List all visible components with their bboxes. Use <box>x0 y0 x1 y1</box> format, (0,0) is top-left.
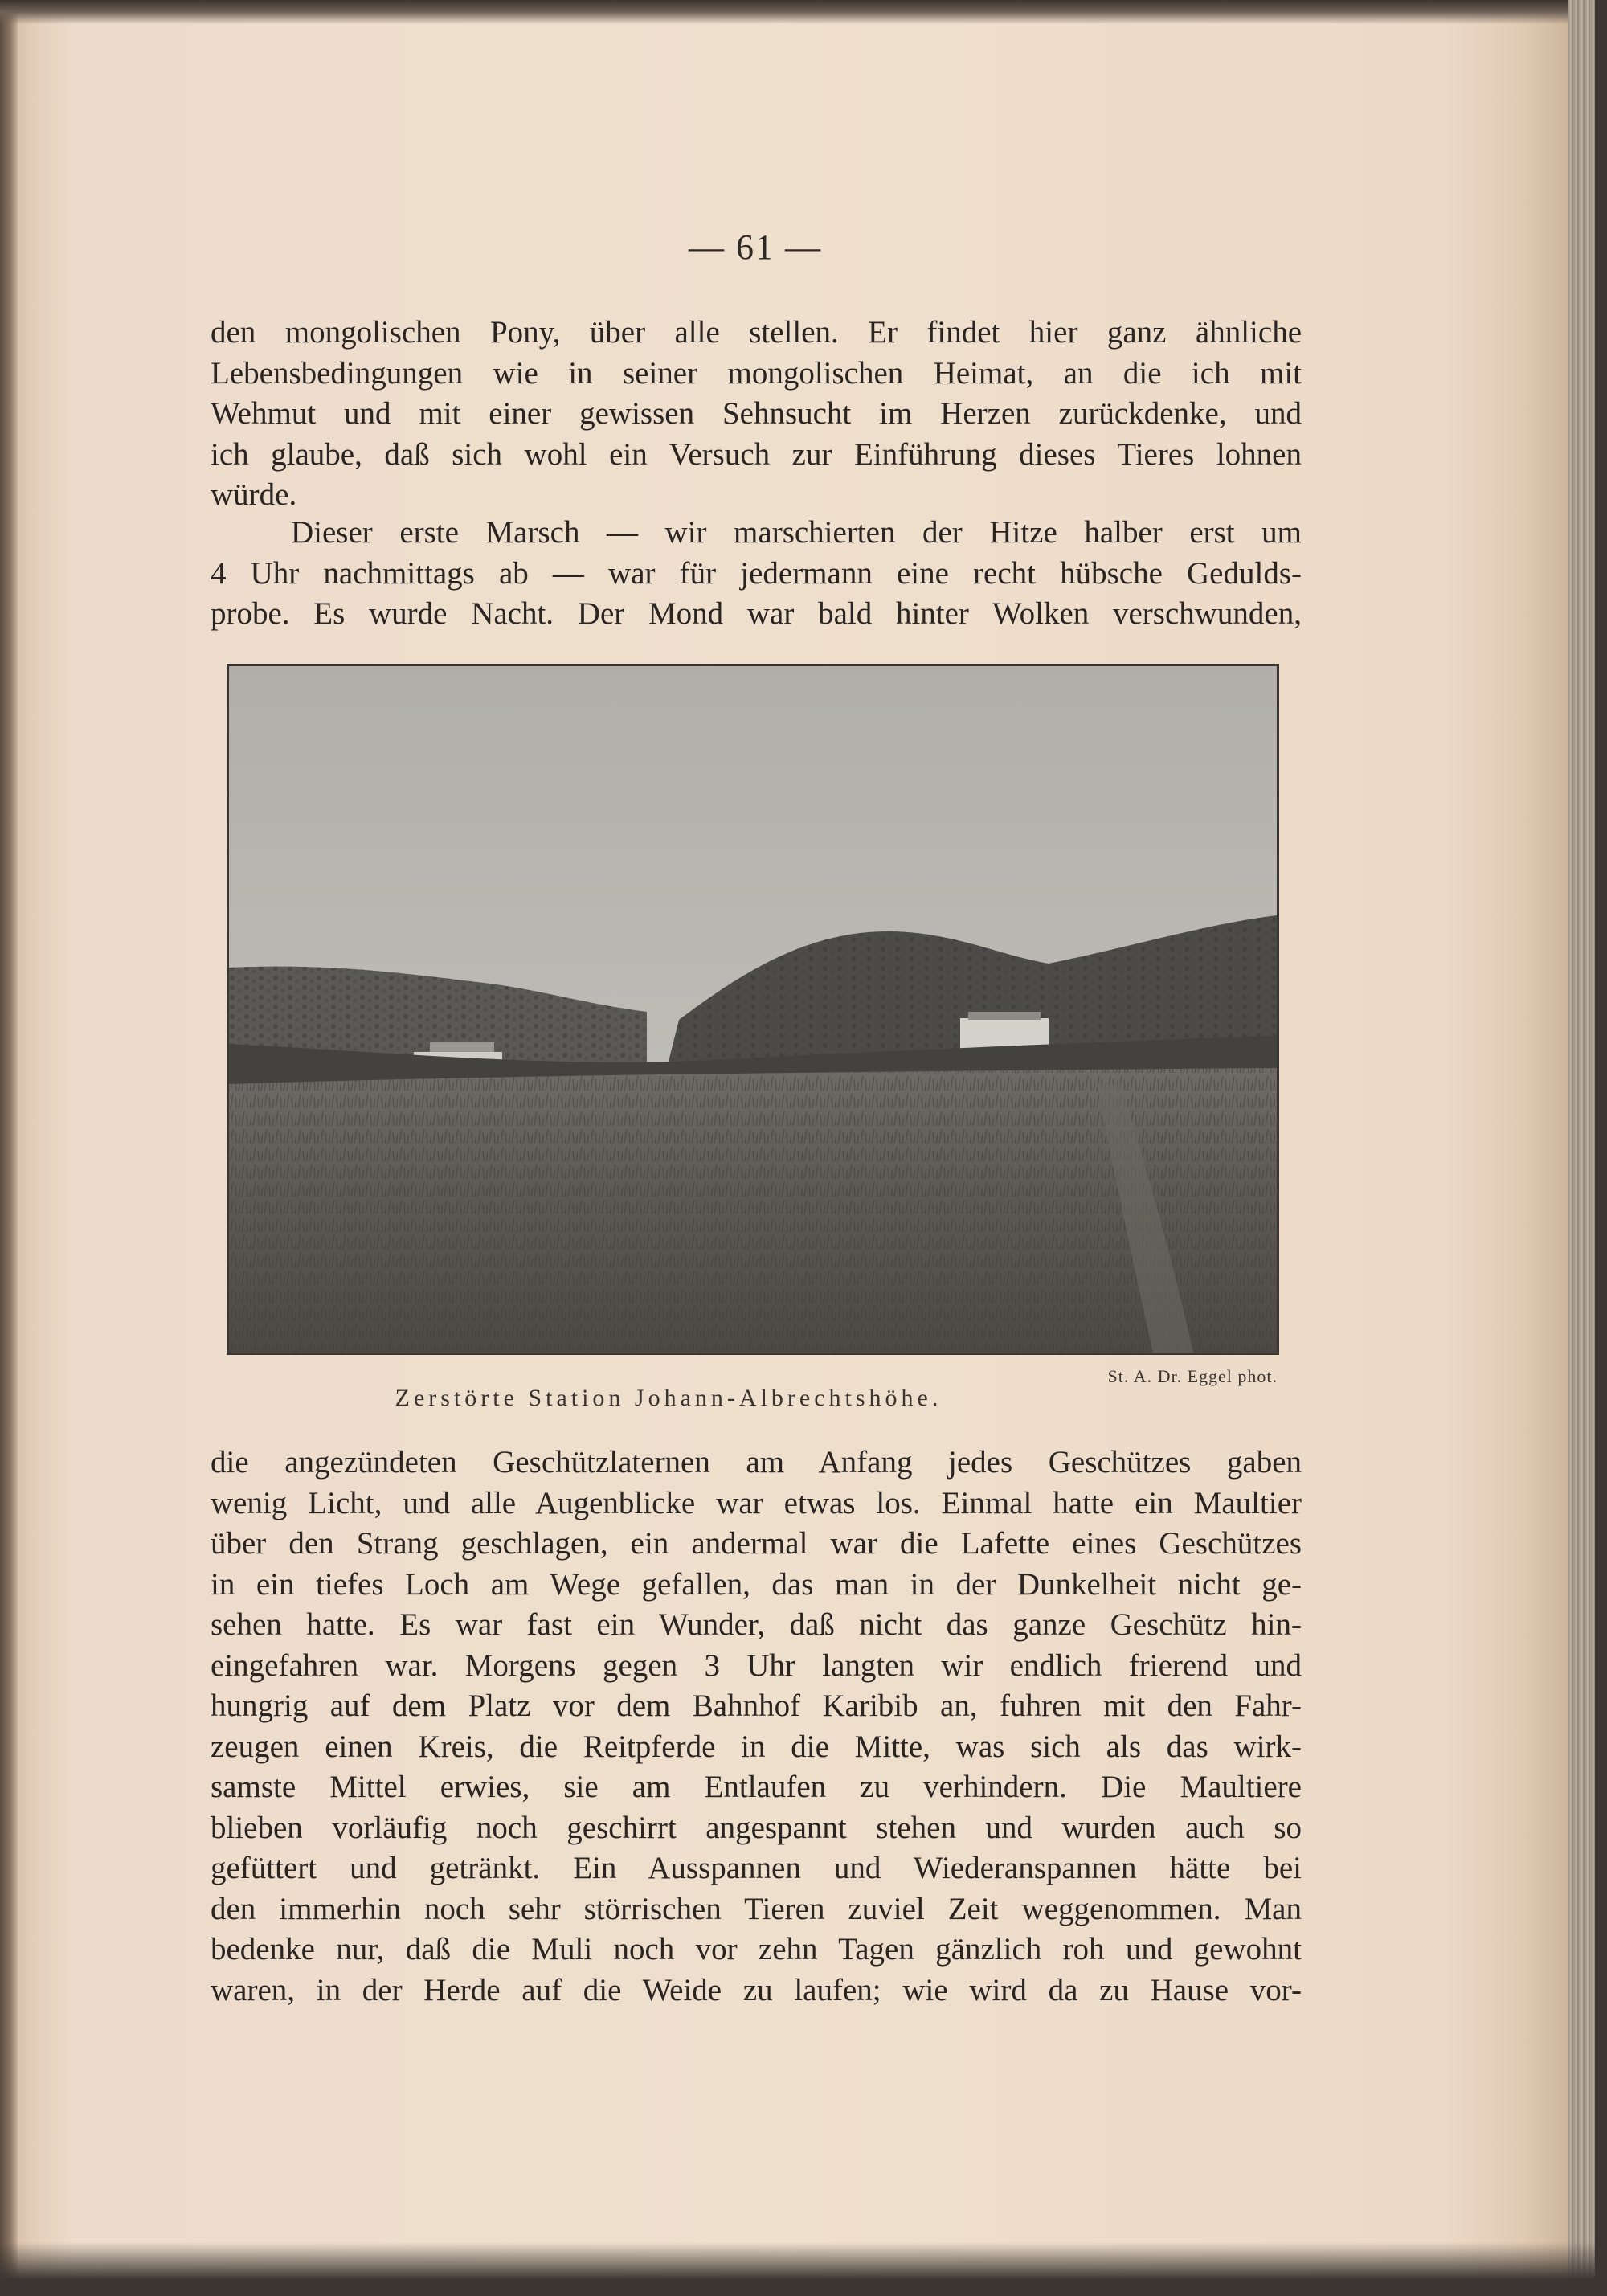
text-line: probe. Es wurde Nacht. Der Mond war bald hinter Wolken verschwunden, <box>211 596 1302 631</box>
photograph-station <box>227 664 1279 1355</box>
paragraph-top <box>211 313 1302 516</box>
text-line: 4 Uhr nachmittags ab — war für jedermann eine recht hübsche Gedulds- <box>211 555 1302 591</box>
figure-caption: Zerstörte Station Johann-Albrechtshöhe. <box>395 1385 943 1411</box>
text-line: bedenke nur, daß die Muli noch vor zehn Tagen gänzlich roh und gewohnt <box>211 1932 1302 1967</box>
page-left-edge <box>0 0 18 2296</box>
page-bottom-edge <box>0 2242 1607 2296</box>
text-line: waren, in der Herde auf die Weide zu laufen; wie wird da zu Hause vor- <box>211 1972 1302 2007</box>
text-line: über den Strang geschlagen, ein andermal war die Lafette eines Geschützes <box>211 1526 1302 1561</box>
text-line: hungrig auf dem Platz vor dem Bahnhof Karibib an, fuhren mit den Fahr- <box>211 1688 1302 1723</box>
text-line: gefüttert und getränkt. Ein Ausspannen und Wiederanspannen hätte bei <box>211 1851 1302 1885</box>
text-line: den mongolischen Pony, über alle stellen. Er findet hier ganz ähnliche <box>211 315 1302 350</box>
text-line: blieben vorläufig noch geschirrt angespannt stehen und wurden auch so <box>211 1810 1302 1845</box>
text-line: sehen hatte. Es war fast ein Wunder, daß nicht das ganze Geschütz hin- <box>211 1607 1302 1642</box>
paragraph-second <box>211 513 1302 635</box>
text-line: Dieser erste Marsch — wir marschierten der Hitze halber erst um <box>291 515 1302 550</box>
text-line: Wehmut und mit einer gewissen Sehnsucht im Herzen zurückdenke, und <box>211 396 1302 431</box>
text-line: eingefahren war. Morgens gegen 3 Uhr langten wir endlich frierend und <box>211 1647 1302 1683</box>
text-line: samste Mittel erwies, sie am Entlaufen zu verhindern. Die Maultiere <box>211 1770 1302 1804</box>
text-line: zeugen einen Kreis, die Reitpferde in die Mitte, was sich als das wirk- <box>211 1729 1302 1764</box>
page-top-edge <box>0 0 1607 24</box>
photo-credit: St. A. Dr. Eggel phot. <box>1107 1366 1278 1386</box>
text-line: den immerhin noch sehr störrischen Tieren zuviel Zeit weggenommen. Man <box>211 1891 1302 1926</box>
text-line: würde. <box>211 477 297 512</box>
paragraph-bottom <box>211 1443 1302 2011</box>
text-line: Lebensbedingungen wie in seiner mongolischen Heimat, an die ich mit <box>211 355 1302 391</box>
text-line: ich glaube, daß sich wohl ein Versuch zur Einführung dieses Tieres lohnen <box>211 436 1302 472</box>
text-line: die angezündeten Geschützlaternen am Anfang jedes Geschützes gaben <box>211 1445 1302 1480</box>
text-line: wenig Licht, und alle Augenblicke war etwas los. Einmal hatte ein Maultier <box>211 1485 1302 1520</box>
book-cover-edge <box>1595 0 1607 2296</box>
text-line: in ein tiefes Loch am Wege gefallen, das man in der Dunkelheit nicht ge- <box>211 1566 1302 1602</box>
photograph-landscape <box>229 666 1277 1353</box>
page-number: — 61 — <box>689 227 822 267</box>
